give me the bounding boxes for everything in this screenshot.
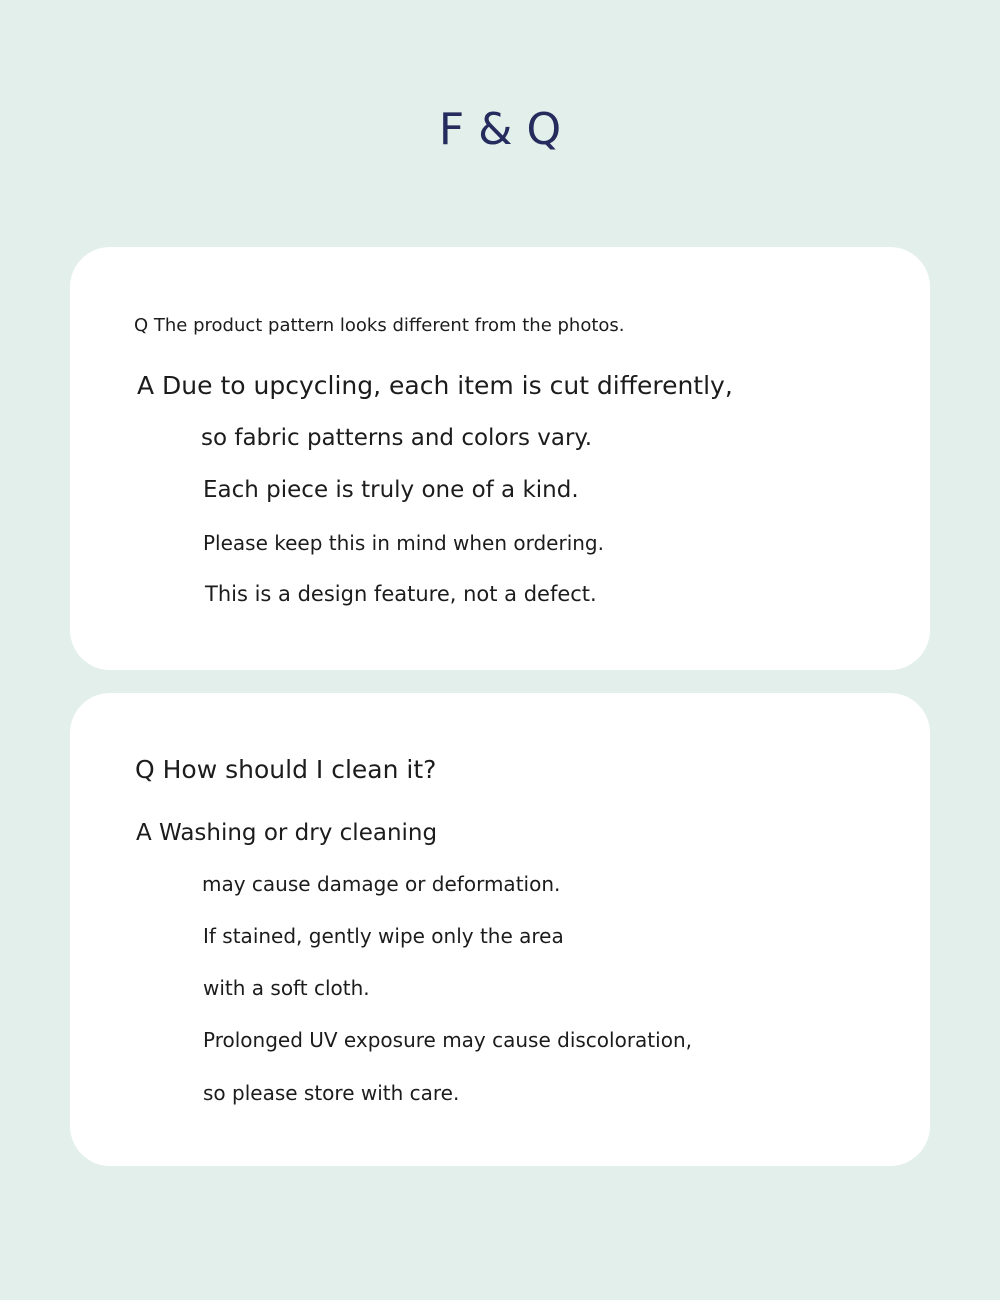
faq-answer-line: A Due to upcycling, each item is cut differently, xyxy=(137,371,733,400)
page-title: F & Q xyxy=(438,104,562,155)
faq-answer-line: Prolonged UV exposure may cause discoloration, xyxy=(203,1028,692,1052)
faq-answer-line: so fabric patterns and colors vary. xyxy=(201,425,593,451)
faq-answer-line: This is a design feature, not a defect. xyxy=(205,582,597,606)
faq-answer-line: Please keep this in mind when ordering. xyxy=(203,531,604,555)
faq-answer-line: may cause damage or deformation. xyxy=(202,872,561,896)
faq-answer-line: with a soft cloth. xyxy=(203,976,370,1000)
faq-question: Q How should I clean it? xyxy=(135,755,437,784)
faq-answer-line: so please store with care. xyxy=(203,1081,460,1105)
faq-card-cleaning xyxy=(70,693,930,1166)
faq-answer-line: If stained, gently wipe only the area xyxy=(203,924,564,948)
faq-answer-line: Each piece is truly one of a kind. xyxy=(203,477,579,503)
faq-question: Q The product pattern looks different from the photos. xyxy=(134,315,625,336)
faq-card-pattern xyxy=(70,247,930,670)
faq-answer-line: A Washing or dry cleaning xyxy=(136,820,438,846)
